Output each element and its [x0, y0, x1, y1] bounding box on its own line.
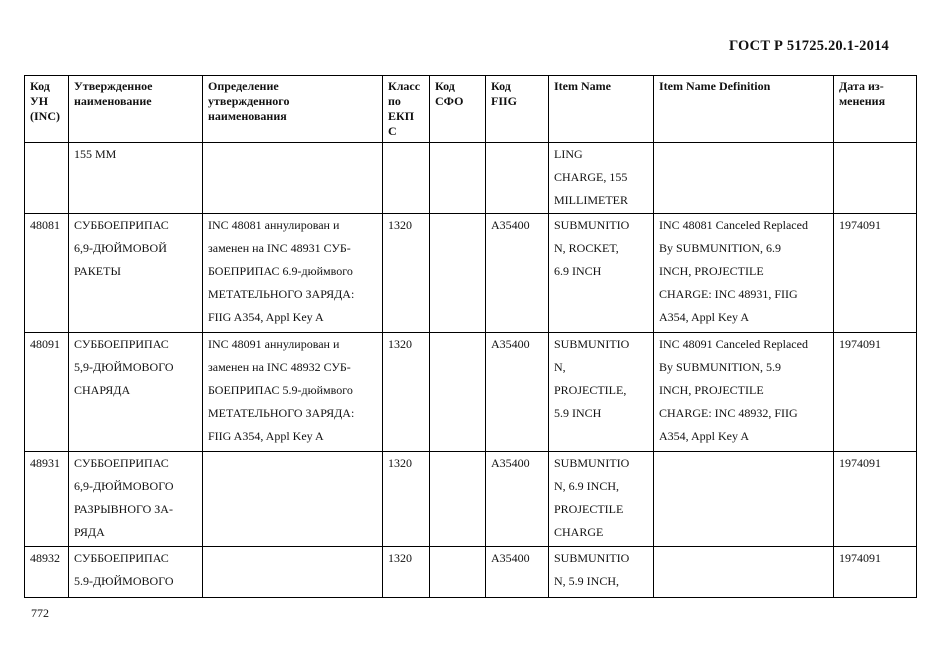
cell-line: SUBMUNITIO: [554, 456, 630, 470]
cell-class: 1320: [383, 333, 430, 452]
cell-line: заменен на INC 48932 СУБ-: [208, 360, 351, 374]
cell-line: СУББОЕПРИПАС: [74, 218, 169, 232]
cell-line: A354, Appl Key A: [659, 310, 749, 324]
table-row: [25, 214, 917, 333]
cell-line: Определение: [208, 79, 279, 93]
cell-line: N, ROCKET,: [554, 241, 619, 255]
cell-line: 5,9-ДЮЙМОВОГО: [74, 360, 174, 374]
cell-line: наименования: [208, 109, 287, 123]
cell-line: менения: [839, 94, 886, 108]
cell-line: PROJECTILE,: [554, 383, 627, 397]
cell-line: наименование: [74, 94, 152, 108]
cell-line: N, 5.9 INCH,: [554, 574, 619, 588]
cell-line: LING: [554, 147, 583, 161]
cell-item-name-definition: [654, 143, 834, 214]
cell-fiig-code: A35400: [486, 214, 549, 333]
table-header-row: [25, 76, 917, 143]
header-item-name-definition: [654, 76, 834, 143]
cell-definition: [203, 333, 383, 452]
cell-line: С: [388, 124, 397, 138]
cell-line: INC 48081 Canceled Replaced: [659, 218, 808, 232]
cell-line: INC 48081 аннулирован и: [208, 218, 340, 232]
cell-approved-name: [69, 547, 203, 598]
cell-item-name: [549, 143, 654, 214]
cell-line: Код: [435, 79, 455, 93]
cell-approved-name: [69, 452, 203, 547]
document-code: ГОСТ Р 51725.20.1-2014: [728, 38, 889, 54]
cell-fiig-code: [486, 143, 549, 214]
item-name-table: [24, 75, 917, 598]
cell-line: CHARGE: INC 48931, FIIG: [659, 287, 798, 301]
cell-sfo-code: [430, 333, 486, 452]
cell-line: МЕТАТЕЛЬНОГО ЗАРЯДА:: [208, 287, 355, 301]
cell-item-name-definition: [654, 333, 834, 452]
cell-definition: [203, 143, 383, 214]
cell-line: 5.9-ДЮЙМОВОГО: [74, 574, 174, 588]
cell-item-name-definition: [654, 452, 834, 547]
cell-line: CHARGE: [554, 525, 604, 539]
cell-line: INC 48091 Canceled Replaced: [659, 337, 808, 351]
cell-sfo-code: [430, 452, 486, 547]
cell-line: INCH, PROJECTILE: [659, 264, 764, 278]
cell-line: CHARGE, 155: [554, 170, 628, 184]
cell-line: INCH, PROJECTILE: [659, 383, 764, 397]
header-item-name: [549, 76, 654, 143]
cell-line: 5.9 INCH: [554, 406, 602, 420]
cell-line: SUBMUNITIO: [554, 337, 630, 351]
header-definition: [203, 76, 383, 143]
cell-line: By SUBMUNITION, 5.9: [659, 360, 782, 374]
cell-change-date: 1974091: [834, 333, 917, 452]
cell-line: УН: [30, 94, 49, 108]
cell-line: СФО: [435, 94, 464, 108]
cell-line: по: [388, 94, 401, 108]
cell-class: 1320: [383, 547, 430, 598]
cell-line: СУББОЕПРИПАС: [74, 456, 169, 470]
table-row: [25, 143, 917, 214]
cell-line: FIIG A354, Appl Key A: [208, 310, 324, 324]
cell-line: 6.9 INCH: [554, 264, 602, 278]
cell-line: A354, Appl Key A: [659, 429, 749, 443]
cell-line: Класс: [388, 79, 421, 93]
cell-line: СУББОЕПРИПАС: [74, 551, 169, 565]
cell-item-name: [549, 547, 654, 598]
cell-item-name-definition: [654, 547, 834, 598]
cell-line: БОЕПРИПАС 6.9-дюймвого: [208, 264, 353, 278]
header-fiig-code: [486, 76, 549, 143]
cell-change-date: 1974091: [834, 214, 917, 333]
header-code: [25, 76, 69, 143]
cell-line: Item Name: [554, 79, 611, 93]
cell-approved-name: [69, 333, 203, 452]
cell-approved-name: [69, 214, 203, 333]
cell-line: ЕКП: [388, 109, 415, 123]
cell-change-date: [834, 143, 917, 214]
cell-line: МЕТАТЕЛЬНОГО ЗАРЯДА:: [208, 406, 355, 420]
cell-code: 48081: [25, 214, 69, 333]
cell-line: FIIG: [491, 94, 518, 108]
cell-sfo-code: [430, 143, 486, 214]
cell-line: N, 6.9 INCH,: [554, 479, 619, 493]
cell-line: Код: [491, 79, 511, 93]
cell-line: FIIG A354, Appl Key A: [208, 429, 324, 443]
cell-line: РАКЕТЫ: [74, 264, 121, 278]
header-change-date: [834, 76, 917, 143]
cell-line: СУББОЕПРИПАС: [74, 337, 169, 351]
header-approved-name: [69, 76, 203, 143]
cell-line: РАЗРЫВНОГО ЗА-: [74, 502, 173, 516]
cell-line: SUBMUNITIO: [554, 551, 630, 565]
cell-line: (INC): [30, 109, 60, 123]
cell-line: SUBMUNITIO: [554, 218, 630, 232]
cell-fiig-code: A35400: [486, 452, 549, 547]
cell-line: заменен на INC 48931 СУБ-: [208, 241, 351, 255]
cell-approved-name: [69, 143, 203, 214]
cell-sfo-code: [430, 214, 486, 333]
cell-line: утвержденного: [208, 94, 290, 108]
cell-line: MILLIMETER: [554, 193, 628, 207]
cell-code: [25, 143, 69, 214]
cell-class: 1320: [383, 214, 430, 333]
cell-definition: [203, 452, 383, 547]
cell-line: РЯДА: [74, 525, 105, 539]
cell-line: Утвержденное: [74, 79, 153, 93]
page-number: 772: [31, 606, 49, 620]
cell-sfo-code: [430, 547, 486, 598]
cell-line: 6,9-ДЮЙМОВОЙ: [74, 241, 167, 255]
cell-line: Item Name Definition: [659, 79, 771, 93]
cell-line: 6,9-ДЮЙМОВОГО: [74, 479, 174, 493]
cell-line: CHARGE: INC 48932, FIIG: [659, 406, 798, 420]
cell-item-name-definition: [654, 214, 834, 333]
cell-item-name: [549, 214, 654, 333]
table-row: [25, 452, 917, 547]
header-sfo-code: [430, 76, 486, 143]
cell-line: PROJECTILE: [554, 502, 624, 516]
cell-line: СНАРЯДА: [74, 383, 131, 397]
cell-fiig-code: A35400: [486, 333, 549, 452]
cell-line: N,: [554, 360, 566, 374]
cell-code: 48932: [25, 547, 69, 598]
cell-class: [383, 143, 430, 214]
cell-class: 1320: [383, 452, 430, 547]
cell-change-date: 1974091: [834, 547, 917, 598]
cell-code: 48931: [25, 452, 69, 547]
cell-definition: [203, 214, 383, 333]
cell-line: Код: [30, 79, 50, 93]
cell-code: 48091: [25, 333, 69, 452]
cell-line: INC 48091 аннулирован и: [208, 337, 340, 351]
cell-line: Дата из-: [839, 79, 884, 93]
table-row: [25, 547, 917, 598]
cell-item-name: [549, 452, 654, 547]
cell-fiig-code: A35400: [486, 547, 549, 598]
table-row: [25, 333, 917, 452]
cell-definition: [203, 547, 383, 598]
header-class: [383, 76, 430, 143]
cell-item-name: [549, 333, 654, 452]
cell-change-date: 1974091: [834, 452, 917, 547]
cell-line: 155 ММ: [74, 147, 117, 161]
cell-line: By SUBMUNITION, 6.9: [659, 241, 782, 255]
cell-line: БОЕПРИПАС 5.9-дюймвого: [208, 383, 353, 397]
